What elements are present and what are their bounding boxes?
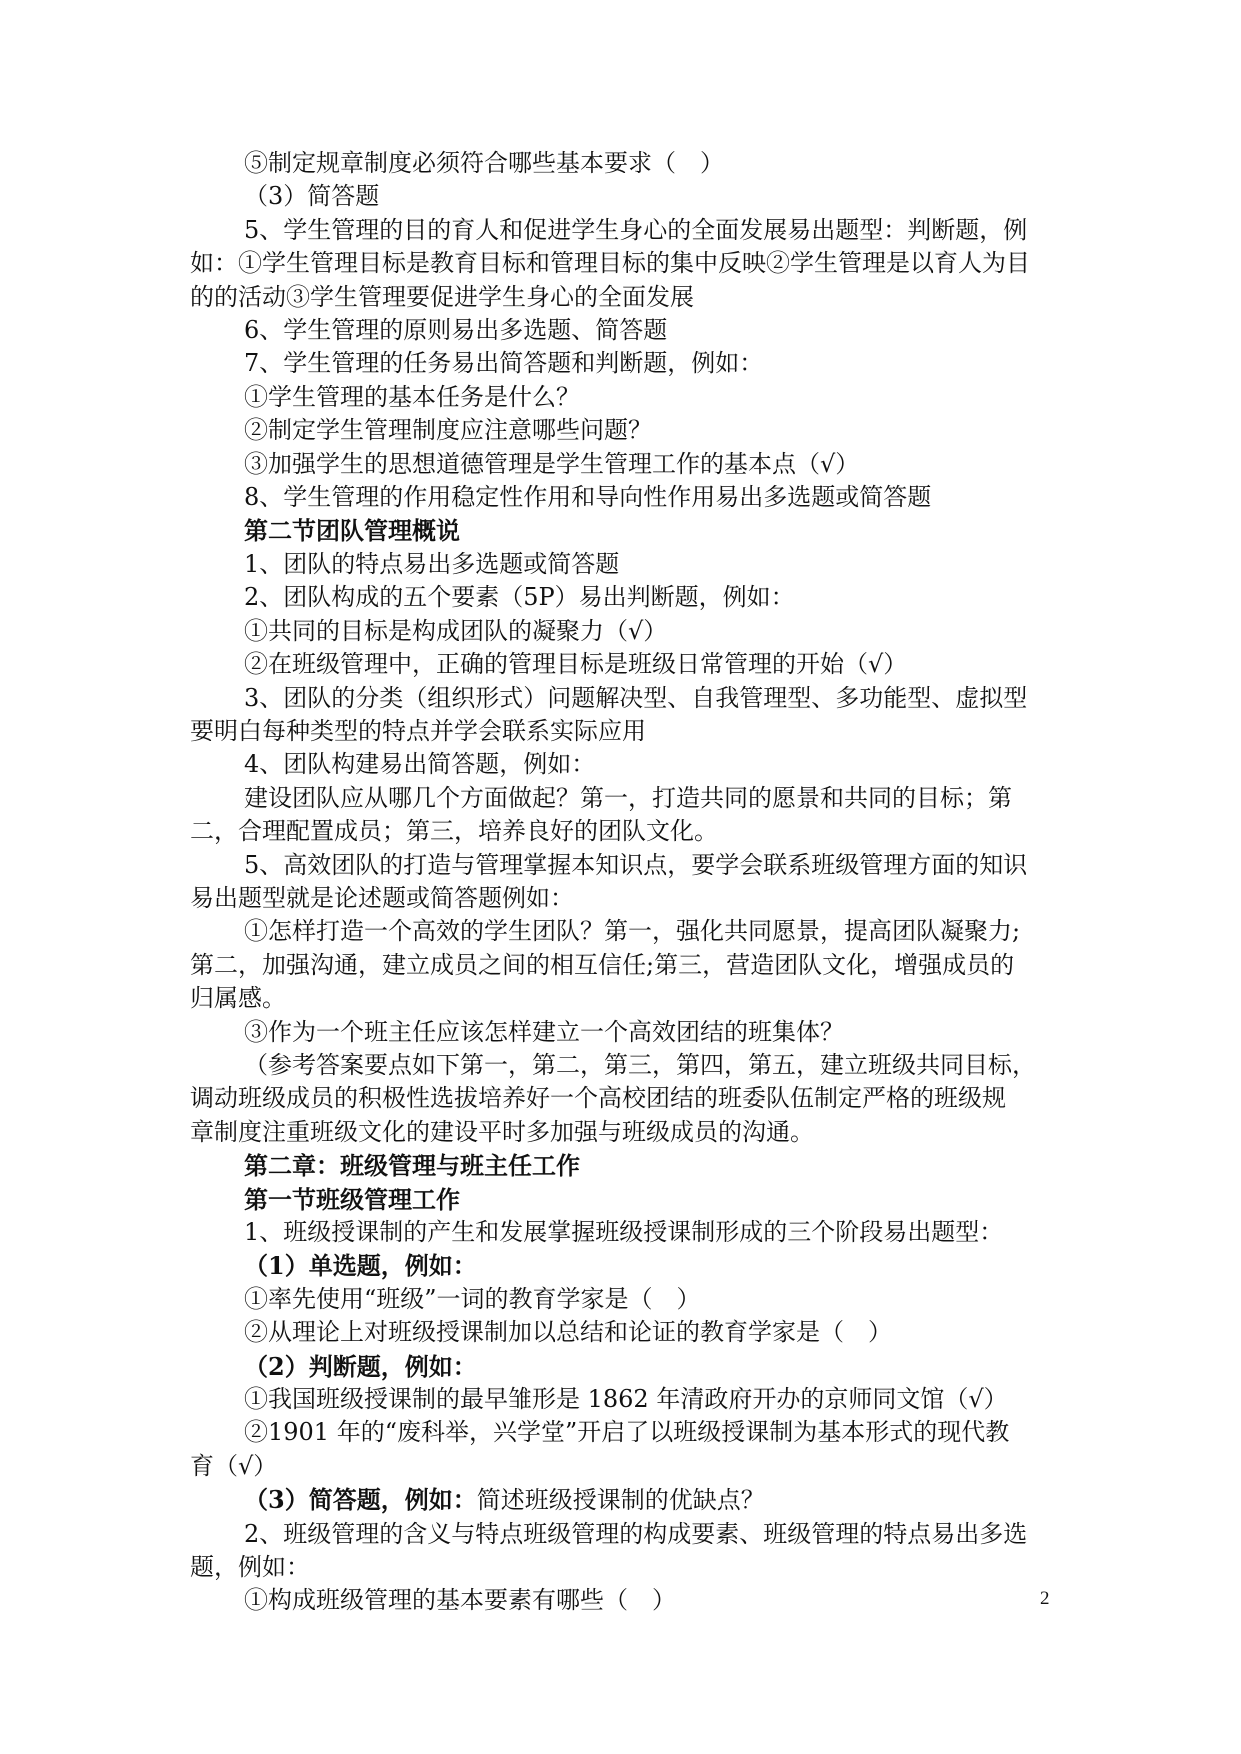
section-heading: 第二章：班级管理与班主任工作 xyxy=(244,1151,580,1181)
page-number: 2 xyxy=(1040,1588,1050,1609)
text-line: 如：①学生管理目标是教育目标和管理目标的集中反映②学生管理是以育人为目 xyxy=(190,249,1030,278)
text-line: ③加强学生的思想道德管理是学生管理工作的基本点（√） xyxy=(244,449,860,478)
text-line: ①我国班级授课制的最早雏形是 1862 年清政府开办的京师同文馆（√） xyxy=(244,1385,1008,1414)
text-line: 5、高效团队的打造与管理掌握本知识点，要学会联系班级管理方面的知识 xyxy=(244,850,1028,879)
text-line: 7、学生管理的任务易出简答题和判断题，例如： xyxy=(244,349,764,378)
line-text: 简述班级授课制的优缺点？ xyxy=(476,1486,765,1515)
text-line: ①学生管理的基本任务是什么？ xyxy=(244,382,580,411)
text-line: 第二，加强沟通，建立成员之间的相互信任;第三，营造团队文化，增强成员的 xyxy=(190,950,1015,979)
text-line: 的的活动③学生管理要促进学生身心的全面发展 xyxy=(190,282,694,311)
text-line: ①怎样打造一个高效的学生团队？第一，强化共同愿景，提高团队凝聚力; xyxy=(244,917,1021,946)
text-line: 归属感。 xyxy=(190,984,286,1013)
text-line: ⑤制定规章制度必须符合哪些基本要求（ ） xyxy=(244,149,724,177)
text-line: 易出题型就是论述题或简答题例如： xyxy=(190,883,574,912)
text-line: 章制度注重班级文化的建设平时多加强与班级成员的沟通。 xyxy=(190,1117,814,1146)
text-line xyxy=(190,1483,1058,1517)
question-type-label: （3）简答题，例如： xyxy=(244,1485,477,1515)
text-line: 5、学生管理的目的育人和促进学生身心的全面发展易出题型：判断题，例 xyxy=(244,215,1028,244)
section-heading: 第二节团队管理概说 xyxy=(244,516,460,546)
text-line: 2、班级管理的含义与特点班级管理的构成要素、班级管理的特点易出多选 xyxy=(244,1519,1028,1548)
section-heading: （1）单选题，例如： xyxy=(244,1251,477,1281)
text-line: 1、团队的特点易出多选题或简答题 xyxy=(244,549,620,578)
text-line: 要明白每种类型的特点并学会联系实际应用 xyxy=(190,716,646,745)
text-line: 二，合理配置成员；第三，培养良好的团队文化。 xyxy=(190,817,718,846)
text-line: ③作为一个班主任应该怎样建立一个高效团结的班集体？ xyxy=(244,1017,844,1046)
text-line: ①共同的目标是构成团队的凝聚力（√） xyxy=(244,616,668,645)
text-line: 8、学生管理的作用稳定性作用和导向性作用易出多选题或简答题 xyxy=(244,483,932,512)
text-line: 建设团队应从哪几个方面做起？第一，打造共同的愿景和共同的目标；第 xyxy=(244,783,1012,812)
text-line: ②从理论上对班级授课制加以总结和论证的教育学家是（ ） xyxy=(244,1318,892,1347)
text-line: 题，例如： xyxy=(190,1553,310,1582)
text-line: 育（√） xyxy=(190,1451,278,1480)
text-line: ②在班级管理中，正确的管理目标是班级日常管理的开始（√） xyxy=(244,650,908,679)
text-line: ①构成班级管理的基本要素有哪些（ ） xyxy=(244,1586,676,1615)
text-line: ①率先使用“班级”一词的教育学家是（ ） xyxy=(244,1284,701,1313)
text-line: ②制定学生管理制度应注意哪些问题？ xyxy=(244,416,652,445)
section-heading: （2）判断题，例如： xyxy=(244,1351,477,1381)
text-line: 4、团队构建易出简答题，例如： xyxy=(244,750,596,779)
text-line: 调动班级成员的积极性选拔培养好一个高校团结的班委队伍制定严格的班级规 xyxy=(190,1084,1006,1113)
text-line: 1、班级授课制的产生和发展掌握班级授课制形成的三个阶段易出题型： xyxy=(244,1218,1004,1246)
text-line: （3）简答题 xyxy=(244,182,380,211)
text-line: ②1901 年的“废科举，兴学堂”开启了以班级授课制为基本形式的现代教 xyxy=(244,1418,1010,1447)
document-body xyxy=(190,147,1058,1618)
text-line: （参考答案要点如下第一，第二，第三，第四，第五，建立班级共同目标， xyxy=(244,1050,1036,1079)
text-line: 3、团队的分类（组织形式）问题解决型、自我管理型、多功能型、虚拟型 xyxy=(244,683,1028,712)
text-line: 6、学生管理的原则易出多选题、简答题 xyxy=(244,316,668,345)
text-line: 2、团队构成的五个要素（5P）易出判断题，例如： xyxy=(244,583,795,612)
section-heading: 第一节班级管理工作 xyxy=(244,1184,460,1214)
